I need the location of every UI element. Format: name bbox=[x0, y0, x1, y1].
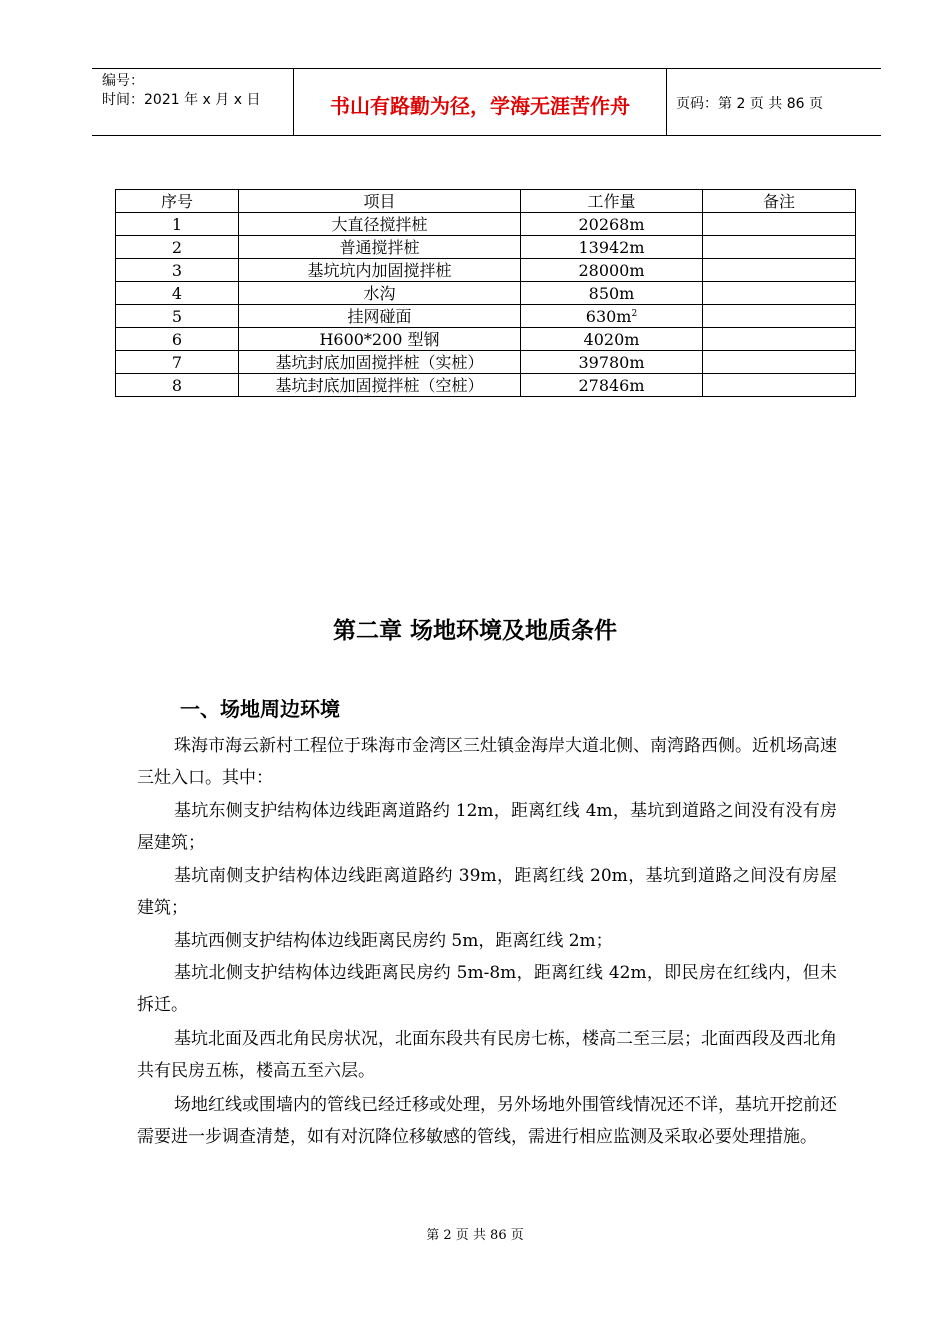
cell-qty: 13942m bbox=[521, 236, 703, 259]
body-paragraph: 基坑西侧支护结构体边线距离民房约 5m，距离红线 2m； bbox=[174, 931, 613, 951]
table-row bbox=[116, 259, 856, 282]
cell-item: 大直径搅拌桩 bbox=[239, 213, 521, 236]
header-divider-right bbox=[666, 68, 667, 136]
work-quantity-table bbox=[115, 189, 856, 397]
body-paragraph: 基坑南侧支护结构体边线距离道路约 39m，距离红线 20m，基坑到道路之间没有房屋建筑； bbox=[137, 866, 837, 918]
cell-qty: 20268m bbox=[521, 213, 703, 236]
body-paragraph: 基坑东侧支护结构体边线距离道路约 12m，距离红线 4m，基坑到道路之间没有没有房屋建筑； bbox=[137, 801, 837, 853]
body-paragraph: 场地红线或围墙内的管线已经迁移或处理，另外场地外围管线情况还不详，基坑开挖前还需要进一步调查清楚，如有对沉降位移敏感的管线，需进行相应监测及采取必要处理措施。 bbox=[137, 1095, 837, 1147]
cell-item: 基坑封底加固搅拌桩（实桩） bbox=[239, 351, 521, 374]
cell-qty: 39780m bbox=[521, 351, 703, 374]
cell-note bbox=[703, 328, 856, 351]
serial-label: 编号： bbox=[102, 73, 144, 89]
table-row bbox=[116, 351, 856, 374]
cell-qty: 4020m bbox=[521, 328, 703, 351]
cell-qty: 28000m bbox=[521, 259, 703, 282]
table-row bbox=[116, 213, 856, 236]
superscript-unit: 2 bbox=[631, 308, 638, 319]
cell-note bbox=[703, 259, 856, 282]
time-label: 时间：2021 年 x 月 x 日 bbox=[102, 92, 261, 108]
cell-no: 1 bbox=[116, 213, 239, 236]
cell-item: 水沟 bbox=[239, 282, 521, 305]
cell-no: 3 bbox=[116, 259, 239, 282]
cell-item: 挂网碰面 bbox=[239, 305, 521, 328]
cell-note bbox=[703, 305, 856, 328]
col-header-item: 项目 bbox=[239, 190, 521, 213]
cell-qty: 850m bbox=[521, 282, 703, 305]
cell-qty-value: 630m bbox=[585, 306, 632, 326]
header-bottom-rule bbox=[92, 135, 881, 136]
cell-note bbox=[703, 236, 856, 259]
cell-note bbox=[703, 351, 856, 374]
table-row bbox=[116, 236, 856, 259]
col-header-no: 序号 bbox=[116, 190, 239, 213]
cell-item: 普通搅拌桩 bbox=[239, 236, 521, 259]
body-paragraph: 珠海市海云新村工程位于珠海市金湾区三灶镇金海岸大道北侧、南湾路西侧。近机场高速三灶入口。其中： bbox=[137, 736, 837, 788]
cell-item: 基坑封底加固搅拌桩（空桩） bbox=[239, 374, 521, 397]
body-paragraph: 基坑北侧支护结构体边线距离民房约 5m-8m，距离红线 42m，即民房在红线内，但未拆迁。 bbox=[137, 963, 837, 1015]
page-footer: 第 2 页 共 86 页 bbox=[426, 1228, 524, 1243]
cell-note bbox=[703, 213, 856, 236]
table-row bbox=[116, 305, 856, 328]
cell-qty bbox=[521, 305, 703, 328]
cell-no: 4 bbox=[116, 282, 239, 305]
cell-no: 8 bbox=[116, 374, 239, 397]
cell-no: 5 bbox=[116, 305, 239, 328]
cell-note bbox=[703, 282, 856, 305]
header-top-rule bbox=[92, 68, 881, 69]
cell-item: 基坑坑内加固搅拌桩 bbox=[239, 259, 521, 282]
header-page-info: 页码：第 2 页 共 86 页 bbox=[676, 96, 823, 112]
table-header-row bbox=[116, 190, 856, 213]
table-row bbox=[116, 282, 856, 305]
cell-note bbox=[703, 374, 856, 397]
cell-no: 7 bbox=[116, 351, 239, 374]
col-header-qty: 工作量 bbox=[521, 190, 703, 213]
table-row bbox=[116, 374, 856, 397]
cell-no: 6 bbox=[116, 328, 239, 351]
chapter-title: 第二章 场地环境及地质条件 bbox=[332, 618, 617, 644]
header-motto: 书山有路勤为径，学海无涯苦作舟 bbox=[330, 94, 630, 118]
table-row bbox=[116, 328, 856, 351]
cell-no: 2 bbox=[116, 236, 239, 259]
cell-qty: 27846m bbox=[521, 374, 703, 397]
cell-item: H600*200 型钢 bbox=[239, 328, 521, 351]
col-header-note: 备注 bbox=[703, 190, 856, 213]
section-title: 一、场地周边环境 bbox=[180, 697, 340, 721]
header-meta bbox=[102, 72, 260, 110]
body-paragraph: 基坑北面及西北角民房状况，北面东段共有民房七栋，楼高二至三层；北面西段及西北角共有民房五栋，楼高五至六层。 bbox=[137, 1029, 837, 1081]
